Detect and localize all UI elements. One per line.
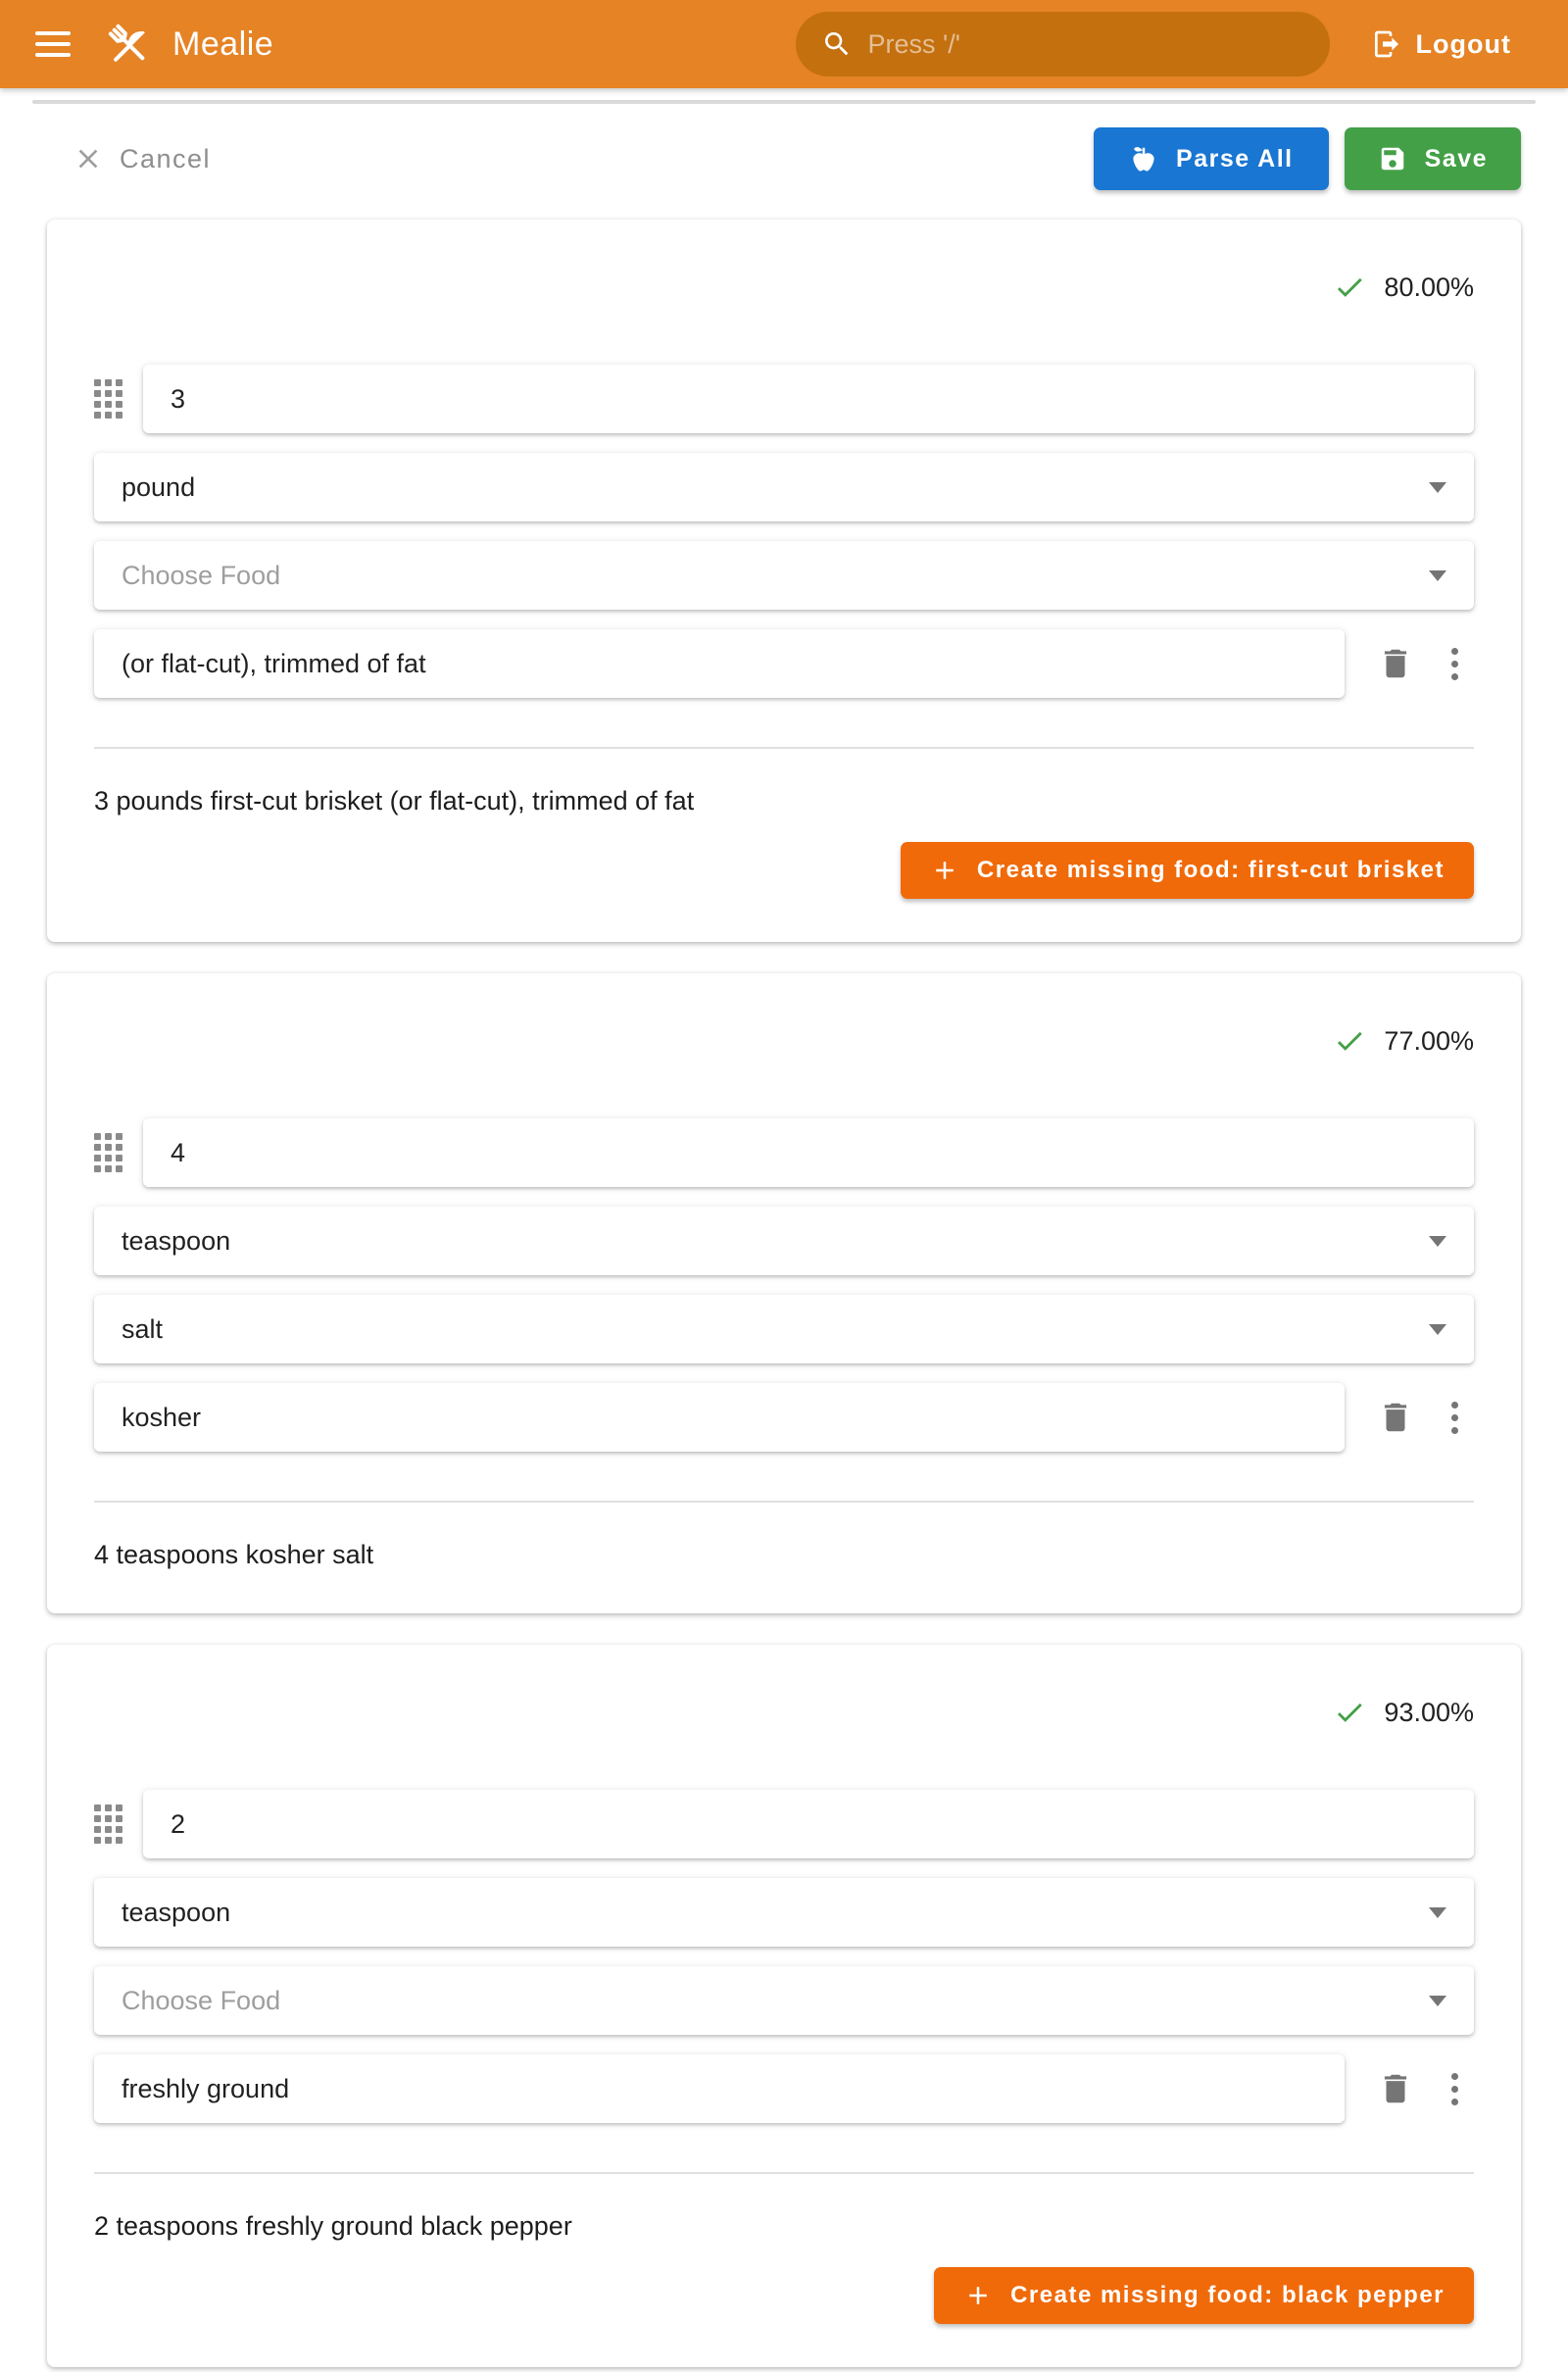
- food-select[interactable]: [94, 1295, 1474, 1363]
- chevron-down-icon: [1429, 1996, 1446, 2006]
- divider: [94, 2172, 1474, 2174]
- ingredient-card: [47, 973, 1521, 1613]
- delete-button[interactable]: [1370, 2063, 1421, 2114]
- original-ingredient-text: 2 teaspoons freshly ground black pepper: [94, 2211, 572, 2241]
- search-icon: [821, 28, 853, 60]
- create-missing-food-button[interactable]: [901, 842, 1474, 899]
- parser-toolbar: [47, 127, 1521, 190]
- more-options-button[interactable]: [1435, 648, 1474, 680]
- drag-handle-icon[interactable]: [94, 1804, 123, 1844]
- original-ingredient-text: 3 pounds first-cut brisket (or flat-cut), trimmed of fat: [94, 786, 695, 815]
- save-label: Save: [1424, 144, 1488, 173]
- unit-select[interactable]: [94, 1207, 1474, 1275]
- original-ingredient-text: 4 teaspoons kosher salt: [94, 1540, 374, 1569]
- quantity-field[interactable]: [143, 1790, 1474, 1858]
- content-top-divider: [32, 100, 1536, 104]
- quantity-input[interactable]: [171, 384, 1446, 415]
- confidence-row: [94, 271, 1474, 304]
- delete-button[interactable]: [1370, 1392, 1421, 1443]
- cancel-label: Cancel: [120, 143, 212, 173]
- apple-icon: [1129, 144, 1158, 173]
- confidence-value: 93.00%: [1384, 1697, 1474, 1727]
- ingredient-card: [47, 1645, 1521, 2367]
- quantity-input[interactable]: [171, 1809, 1446, 1840]
- create-missing-food-button[interactable]: [934, 2267, 1474, 2324]
- chevron-down-icon: [1429, 1324, 1446, 1335]
- unit-input[interactable]: [122, 472, 1429, 503]
- plus-icon: [963, 2281, 993, 2310]
- food-input[interactable]: [122, 1986, 1429, 2016]
- food-select[interactable]: [94, 541, 1474, 610]
- food-input[interactable]: [122, 1314, 1429, 1345]
- save-button[interactable]: [1345, 127, 1521, 190]
- logout-label: Logout: [1415, 28, 1511, 59]
- create-missing-food-label: Create missing food: black pepper: [1010, 2282, 1445, 2308]
- plus-icon: [930, 856, 959, 885]
- unit-input[interactable]: [122, 1898, 1429, 1928]
- quantity-input[interactable]: [171, 1138, 1446, 1168]
- food-select[interactable]: [94, 1966, 1474, 2035]
- menu-icon[interactable]: [35, 23, 78, 66]
- cancel-button[interactable]: [73, 143, 211, 174]
- check-icon: [1333, 1024, 1366, 1058]
- check-icon: [1333, 271, 1366, 304]
- note-input[interactable]: [122, 1403, 1317, 1433]
- food-input[interactable]: [122, 561, 1429, 591]
- ingredient-card: [47, 220, 1521, 942]
- search-input[interactable]: [868, 29, 1304, 60]
- check-icon: [1333, 1696, 1366, 1729]
- note-field[interactable]: [94, 2054, 1345, 2123]
- more-options-button[interactable]: [1435, 1402, 1474, 1434]
- app-bar: [0, 0, 1568, 88]
- close-icon: [73, 143, 104, 174]
- chevron-down-icon: [1429, 1236, 1446, 1247]
- divider: [94, 1501, 1474, 1503]
- parse-all-button[interactable]: [1094, 127, 1329, 190]
- note-field[interactable]: [94, 629, 1345, 698]
- confidence-row: [94, 1696, 1474, 1729]
- app-title: Mealie: [172, 25, 274, 63]
- search-bar[interactable]: [796, 12, 1330, 76]
- logout-button[interactable]: [1371, 28, 1511, 60]
- logout-icon: [1371, 28, 1402, 60]
- confidence-row: [94, 1024, 1474, 1058]
- quantity-field[interactable]: [143, 1118, 1474, 1187]
- parse-all-label: Parse All: [1176, 144, 1294, 173]
- note-input[interactable]: [122, 649, 1317, 679]
- chevron-down-icon: [1429, 1907, 1446, 1918]
- unit-select[interactable]: [94, 1878, 1474, 1947]
- unit-select[interactable]: [94, 453, 1474, 521]
- more-options-button[interactable]: [1435, 2073, 1474, 2105]
- mealie-logo-icon: [102, 18, 155, 71]
- trash-icon: [1377, 2070, 1414, 2107]
- confidence-value: 80.00%: [1384, 272, 1474, 302]
- trash-icon: [1377, 645, 1414, 682]
- drag-handle-icon[interactable]: [94, 379, 123, 419]
- delete-button[interactable]: [1370, 638, 1421, 689]
- quantity-field[interactable]: [143, 365, 1474, 433]
- note-input[interactable]: [122, 2074, 1317, 2104]
- chevron-down-icon: [1429, 570, 1446, 581]
- unit-input[interactable]: [122, 1226, 1429, 1257]
- trash-icon: [1377, 1399, 1414, 1436]
- drag-handle-icon[interactable]: [94, 1133, 123, 1172]
- note-field[interactable]: [94, 1383, 1345, 1452]
- divider: [94, 747, 1474, 749]
- chevron-down-icon: [1429, 482, 1446, 493]
- save-icon: [1378, 144, 1407, 173]
- confidence-value: 77.00%: [1384, 1025, 1474, 1056]
- create-missing-food-label: Create missing food: first-cut brisket: [976, 857, 1445, 883]
